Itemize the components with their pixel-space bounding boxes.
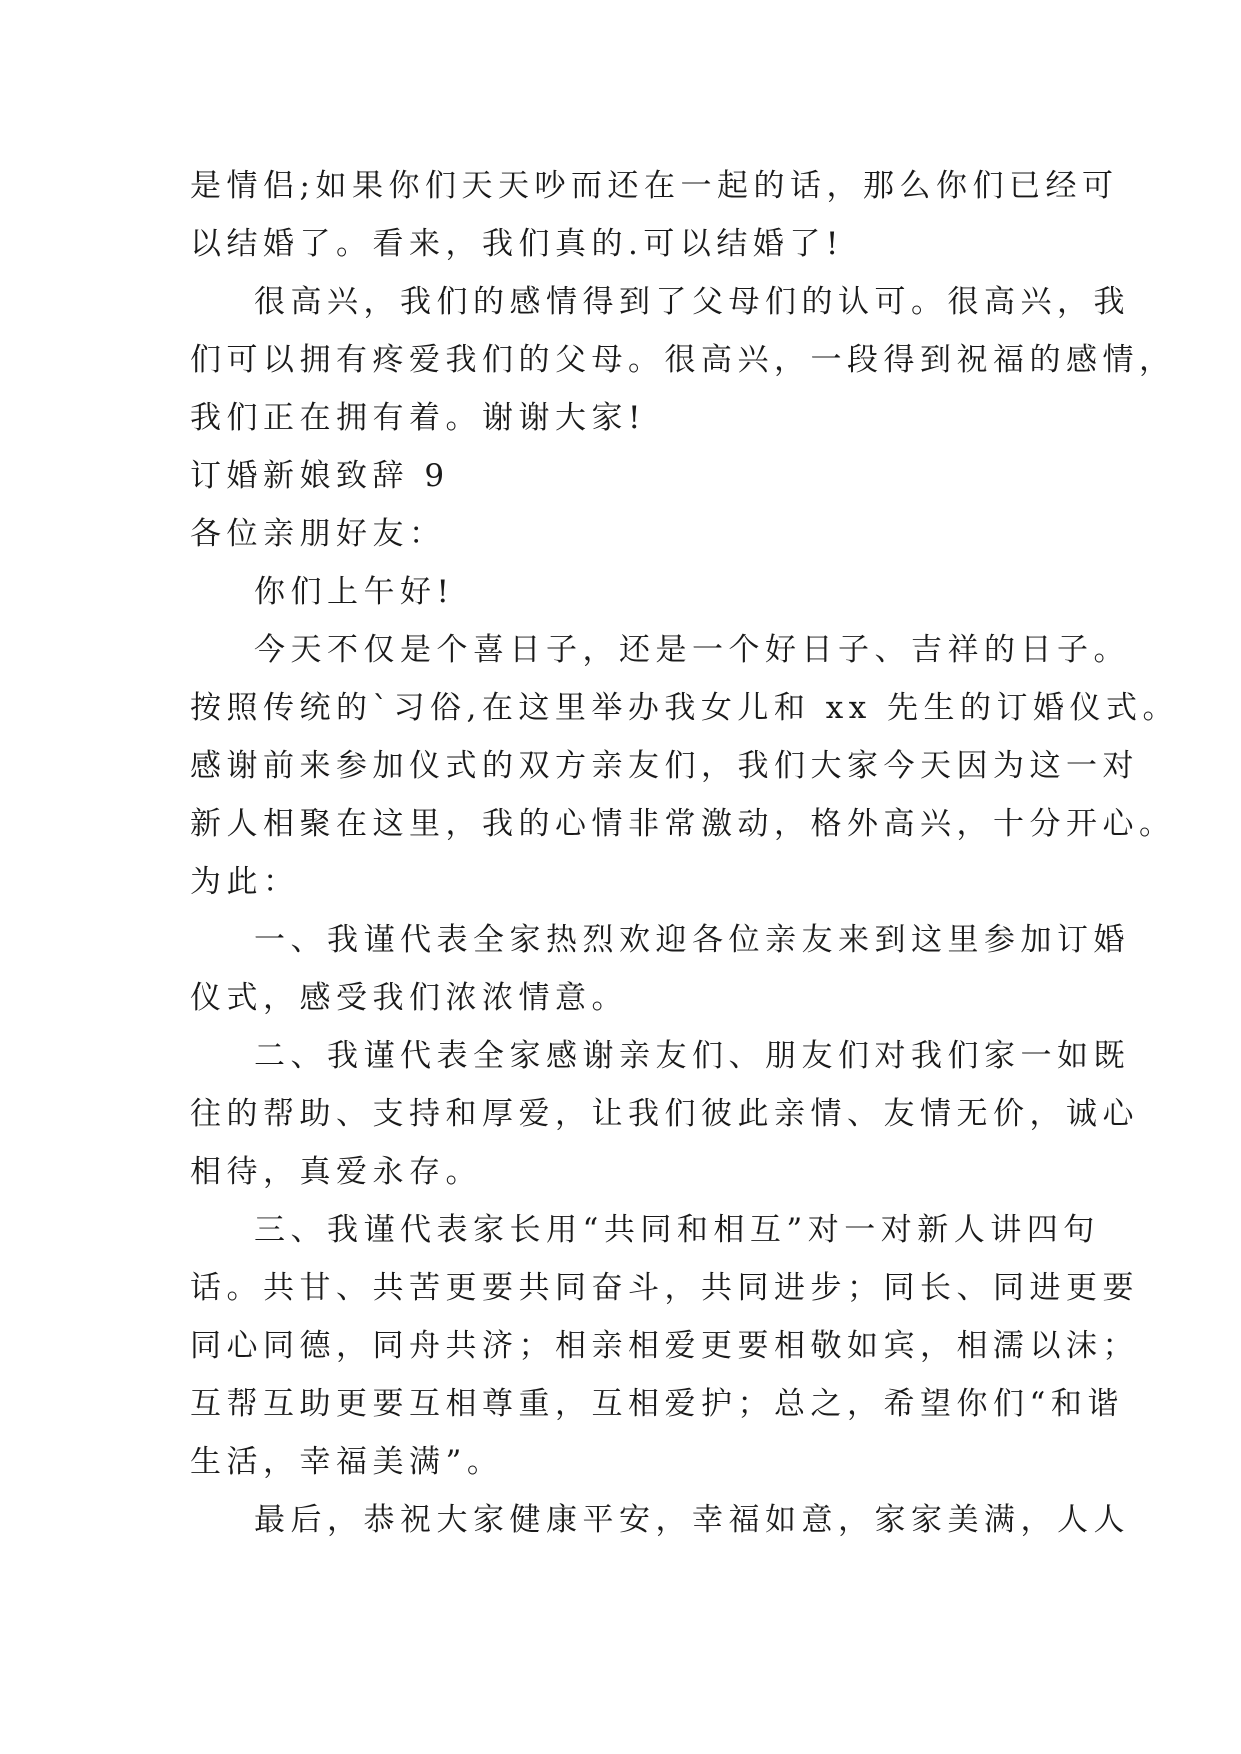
paragraph-line: 为此： [190,864,300,900]
paragraph-line: 感谢前来参加仪式的双方亲友们，我们大家今天因为这一对 [190,748,1139,784]
paragraph-line: 最后，恭祝大家健康平安，幸福如意，家家美满，人人 [254,1502,1130,1538]
paragraph-line: 仪式，感受我们浓浓情意。 [190,980,628,1016]
paragraph-line: 新人相聚在这里，我的心情非常激动，格外高兴，十分开心。 [190,806,1176,842]
paragraph-line: 二、我谨代表全家感谢亲友们、朋友们对我们家一如既 [254,1038,1130,1074]
paragraph-line: 我们正在拥有着。谢谢大家! [190,400,646,436]
salutation: 各位亲朋好友： [190,516,446,552]
paragraph-line: 同心同德，同舟共济；相亲相爱更要相敬如宾，相濡以沫； [190,1328,1139,1364]
paragraph-line: 以结婚了。看来，我们真的.可以结婚了! [190,226,844,262]
paragraph-line: 按照传统的`习俗,在这里举办我女儿和 xx 先生的订婚仪式。 [190,690,1180,726]
paragraph-line: 话。共甘、共苦更要共同奋斗，共同进步；同长、同进更要 [190,1270,1139,1306]
paragraph-line: 相待，真爱永存。 [190,1154,482,1190]
paragraph-line: 们可以拥有疼爱我们的父母。很高兴，一段得到祝福的感情， [190,342,1176,378]
paragraph-line: 是情侣;如果你们天天吵而还在一起的话，那么你们已经可 [190,168,1119,204]
greeting: 你们上午好! [254,574,455,610]
paragraph-line: 互帮互助更要互相尊重，互相爱护；总之，希望你们“和谐 [190,1386,1124,1422]
paragraph-line: 三、我谨代表家长用“共同和相互”对一对新人讲四句 [254,1212,1100,1248]
paragraph-line: 生活，幸福美满”。 [190,1444,504,1480]
paragraph-line: 往的帮助、支持和厚爱，让我们彼此亲情、友情无价，诚心 [190,1096,1139,1132]
section-heading: 订婚新娘致辞 9 [190,458,450,494]
paragraph-line: 今天不仅是个喜日子，还是一个好日子、吉祥的日子。 [254,632,1130,668]
paragraph-line: 一、我谨代表全家热烈欢迎各位亲友来到这里参加订婚 [254,922,1130,958]
paragraph-line: 很高兴，我们的感情得到了父母们的认可。很高兴，我 [254,284,1130,320]
